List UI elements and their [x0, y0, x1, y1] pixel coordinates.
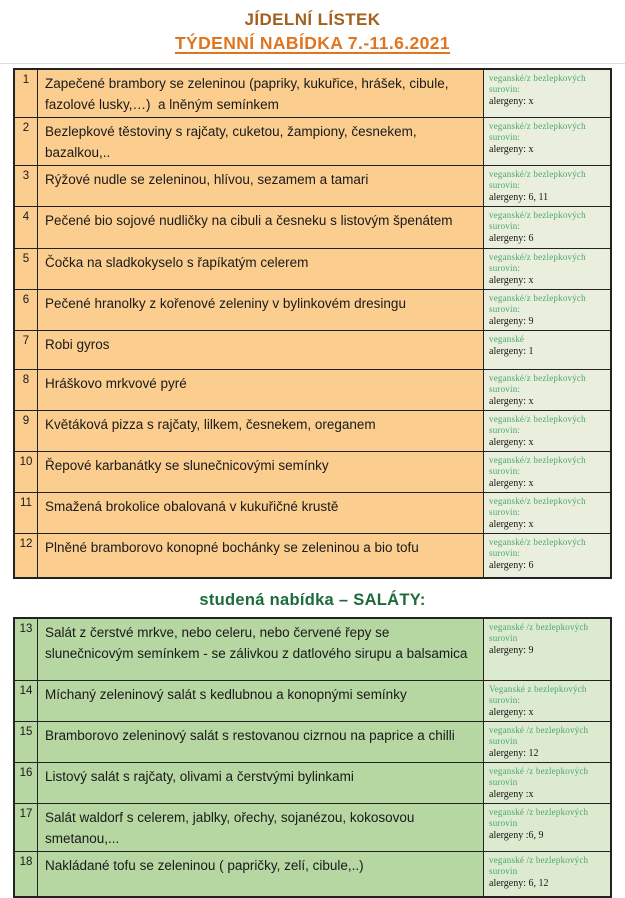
menu-row [15, 451, 610, 492]
page-title: JÍDELNÍ LÍSTEK [244, 10, 381, 29]
row-number: 11 [15, 493, 38, 533]
dish-text: Salát waldorf s celerem, jablky, ořechy, sojanézou, kokosovou smetanou,... [38, 804, 484, 851]
vegan-label: veganské/z bezlepkových surovin: [489, 121, 586, 142]
dietary-info-cell [484, 118, 610, 165]
menu-row [15, 369, 610, 410]
vegan-label: veganské/z bezlepkových surovin: [489, 455, 586, 476]
dish-text: Salát z čerstvé mrkve, nebo celeru, nebo červené řepy se slunečnicovým semínkem - se zálivkou z datlového sirupu a balsamica [38, 619, 484, 680]
dietary-info-cell [484, 681, 610, 721]
menu-row [15, 492, 610, 533]
dietary-info-cell [484, 249, 610, 289]
allergens-label: alergeny: x [489, 144, 534, 155]
menu-row [15, 851, 610, 896]
row-number: 3 [15, 166, 38, 206]
salads-section-heading: studená nabídka – SALÁTY: [199, 591, 426, 609]
allergens-label: alergeny: x [489, 707, 534, 718]
dietary-info-cell [484, 70, 610, 117]
row-number: 2 [15, 118, 38, 165]
menu-row [15, 762, 610, 803]
vegan-label: veganské [489, 334, 525, 344]
dietary-info-cell [484, 452, 610, 492]
menu-row [15, 721, 610, 762]
dietary-info-cell [484, 370, 610, 410]
dish-text: Nakládané tofu se zeleninou ( papričky, zelí, cibule,..) [38, 852, 484, 896]
menu-row [15, 330, 610, 369]
allergens-label: alergeny: 6 [489, 233, 534, 244]
divider-line [0, 63, 625, 64]
allergens-label: alergeny: x [489, 396, 534, 407]
vegan-label: veganské/z bezlepkových surovin: [489, 73, 586, 94]
dish-text: Míchaný zeleninový salát s kedlubnou a konopnými semínky [38, 681, 484, 721]
menu-row [15, 680, 610, 721]
dish-text: Čočka na sladkokyselo s řapíkatým celerem [38, 249, 484, 289]
dish-text: Bezlepkové těstoviny s rajčaty, cuketou, žampiony, česnekem, bazalkou,.. [38, 118, 484, 165]
vegan-label: veganské/z bezlepkových surovin: [489, 537, 586, 558]
salads-menu-table [13, 617, 612, 898]
row-number: 9 [15, 411, 38, 451]
dish-text: Listový salát s rajčaty, olivami a čerstvými bylinkami [38, 763, 484, 803]
vegan-label: veganské/z bezlepkových surovin: [489, 414, 586, 435]
dietary-info-cell [484, 207, 610, 248]
row-number: 14 [15, 681, 38, 721]
dish-text: Rýžové nudle se zeleninou, hlívou, sezamem a tamari [38, 166, 484, 206]
allergens-label: alergeny: 6, 11 [489, 192, 549, 203]
dish-text: Zapečené brambory se zeleninou (papriky, kukuřice, hrášek, cibule, fazolové lusky,…) a lněným semínkem [38, 70, 484, 117]
vegan-label: veganské /z bezlepkových surovin [489, 807, 589, 828]
dietary-info-cell [484, 619, 610, 680]
row-number: 18 [15, 852, 38, 896]
vegan-label: veganské /z bezlepkových surovin [489, 855, 589, 876]
dietary-info-cell [484, 290, 610, 330]
row-number: 12 [15, 534, 38, 577]
menu-row [15, 289, 610, 330]
allergens-label: alergeny :6, 9 [489, 830, 544, 841]
menu-row [15, 70, 610, 117]
dietary-info-cell [484, 166, 610, 206]
menu-row [15, 410, 610, 451]
allergens-label: alergeny: x [489, 96, 534, 107]
allergens-label: alergeny: 9 [489, 316, 534, 327]
dietary-info-cell [484, 331, 610, 369]
menu-row [15, 619, 610, 680]
vegan-label: veganské/z bezlepkových surovin: [489, 252, 586, 273]
dietary-info-cell [484, 852, 610, 896]
page-subtitle: TÝDENNÍ NABÍDKA 7.-11.6.2021 [174, 33, 451, 53]
row-number: 7 [15, 331, 38, 369]
row-number: 1 [15, 70, 38, 117]
dietary-info-cell [484, 722, 610, 762]
dish-text: Květáková pizza s rajčaty, lilkem, česnekem, oreganem [38, 411, 484, 451]
row-number: 5 [15, 249, 38, 289]
allergens-label: alergeny: x [489, 519, 534, 530]
vegan-label: veganské /z bezlepkových surovin [489, 766, 589, 787]
dietary-info-cell [484, 763, 610, 803]
row-number: 10 [15, 452, 38, 492]
dietary-info-cell [484, 534, 610, 577]
menu-row [15, 117, 610, 165]
dish-text: Plněné bramborovo konopné bochánky se zeleninou a bio tofu [38, 534, 484, 577]
vegan-label: veganské/z bezlepkových surovin: [489, 373, 586, 394]
allergens-label: alergeny: x [489, 275, 534, 286]
allergens-label: alergeny: 6, 12 [489, 878, 549, 889]
allergens-label: alergeny: 12 [489, 748, 539, 759]
menu-row [15, 803, 610, 851]
vegan-label: veganské/z bezlepkových surovin: [489, 496, 586, 517]
dietary-info-cell [484, 804, 610, 851]
dish-text: Pečené hranolky z kořenové zeleniny v bylinkovém dresingu [38, 290, 484, 330]
page-header [0, 0, 625, 55]
menu-row [15, 248, 610, 289]
vegan-label: Veganské z bezlepkových surovin: [489, 684, 587, 705]
dietary-info-cell [484, 493, 610, 533]
allergens-label: alergeny: 6 [489, 560, 534, 571]
vegan-label: veganské /z bezlepkových surovin [489, 725, 589, 746]
allergens-label: alergeny: 1 [489, 346, 534, 357]
row-number: 4 [15, 207, 38, 248]
vegan-label: veganské/z bezlepkových surovin: [489, 293, 586, 314]
row-number: 13 [15, 619, 38, 680]
allergens-label: alergeny :x [489, 789, 534, 800]
allergens-label: alergeny: x [489, 478, 534, 489]
dish-text: Pečené bio sojové nudličky na cibuli a česneku s listovým špenátem [38, 207, 484, 248]
dish-text: Hráškovo mrkvové pyré [38, 370, 484, 410]
vegan-label: veganské /z bezlepkových surovin [489, 622, 589, 643]
vegan-label: veganské/z bezlepkových surovin: [489, 210, 586, 231]
row-number: 17 [15, 804, 38, 851]
weekly-menu-table [13, 68, 612, 579]
dish-text: Řepové karbanátky se slunečnicovými semínky [38, 452, 484, 492]
dish-text: Robi gyros [38, 331, 484, 369]
allergens-label: alergeny: 9 [489, 645, 534, 656]
dietary-info-cell [484, 411, 610, 451]
menu-row [15, 165, 610, 206]
row-number: 6 [15, 290, 38, 330]
menu-row [15, 533, 610, 577]
allergens-label: alergeny: x [489, 437, 534, 448]
vegan-label: veganské/z bezlepkových surovin: [489, 169, 586, 190]
menu-row [15, 206, 610, 248]
dish-text: Bramborovo zeleninový salát s restovanou cizrnou na paprice a chilli [38, 722, 484, 762]
row-number: 15 [15, 722, 38, 762]
row-number: 16 [15, 763, 38, 803]
row-number: 8 [15, 370, 38, 410]
dish-text: Smažená brokolice obalovaná v kukuřičné krustě [38, 493, 484, 533]
